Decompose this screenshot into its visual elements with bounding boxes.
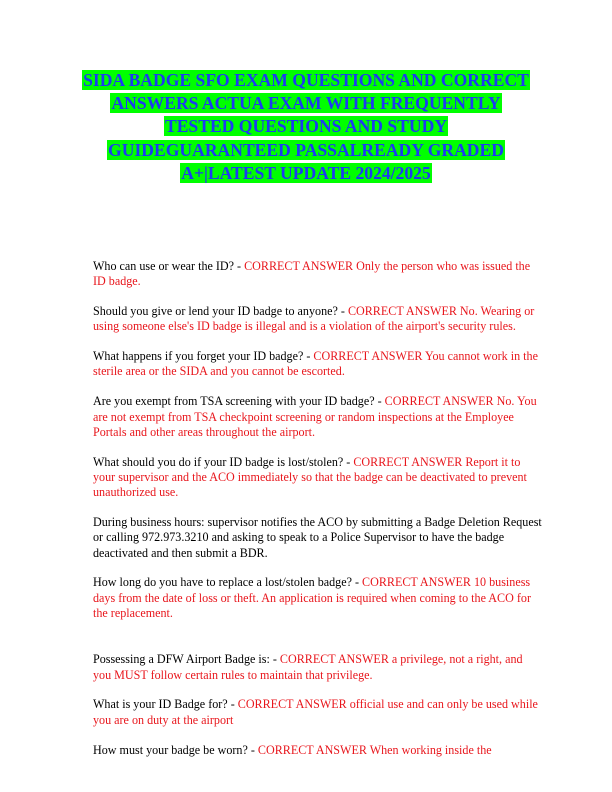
answer-text: CORRECT ANSWER 10 business days from the date of loss or theft. An application is required when coming to the ACO for the replacement. [93, 575, 531, 621]
answer-separator: - [343, 454, 354, 469]
question-text: What should you do if your ID badge is lost/stolen? [93, 454, 344, 469]
title-line-text: ANSWERS ACTUA EXAM WITH FREQUENTLY [111, 93, 501, 114]
answer-separator: - [374, 394, 385, 409]
question-text: What is your ID Badge for? [93, 697, 228, 712]
answer-text: CORRECT ANSWER a privilege, not a right, and you MUST follow certain rules to maintain that privilege. [93, 652, 523, 682]
title-line-text: TESTED QUESTIONS AND STUDY [164, 116, 448, 137]
qa-item [93, 652, 543, 683]
question-text: Possessing a DFW Airport Badge is: [93, 652, 270, 667]
question-text: Should you give or lend your ID badge to anyone? [93, 304, 338, 319]
title-line-text: GUIDEGUARANTEED PASSALREADY GRADED [108, 139, 504, 160]
title-line [58, 115, 554, 138]
answer-separator: - [303, 349, 314, 364]
qa-item [93, 349, 543, 380]
title-line [58, 69, 554, 92]
body-paragraph: During business hours: supervisor notifies the ACO by submitting a Badge Deletion Request or calling 972.973.3210 and asking to speak to a Police Supervisor to have the badge deactivated and then submit a BDR. [93, 515, 542, 560]
qa-item [93, 455, 543, 501]
question-text: Who can use or wear the ID? [93, 259, 235, 273]
title-line [58, 162, 554, 185]
document-title [58, 69, 554, 185]
answer-separator: - [234, 259, 245, 273]
qa-list [93, 259, 543, 772]
question-text: How long do you have to replace a lost/stolen badge? [93, 575, 352, 590]
answer-separator: - [351, 575, 363, 590]
answer-separator: - [247, 742, 258, 757]
answer-text: CORRECT ANSWER You cannot work in the sterile area or the SIDA and you cannot be escorted. [93, 349, 538, 379]
question-text: How must your badge be worn? [93, 742, 248, 757]
qa-item [93, 575, 543, 621]
qa-item [93, 394, 543, 440]
question-text: What happens if you forget your ID badge? [93, 349, 304, 364]
answer-text: CORRECT ANSWER Report it to your supervisor and the ACO immediately so that the badge can be deactivated to prevent unauthorized use. [93, 454, 527, 500]
answer-separator: - [337, 304, 348, 319]
answer-text: CORRECT ANSWER When working inside the [257, 742, 492, 757]
title-line [58, 139, 554, 162]
qa-item [93, 697, 543, 728]
qa-item [93, 259, 543, 290]
title-line-text: SIDA BADGE SFO EXAM QUESTIONS AND CORRECT [83, 70, 529, 90]
answer-separator: - [269, 652, 280, 667]
answer-text: CORRECT ANSWER official use and can only be used while you are on duty at the airport [93, 697, 538, 727]
title-line [58, 92, 554, 115]
answer-text: CORRECT ANSWER Only the person who was issued the ID badge. [93, 259, 531, 289]
question-text: Are you exempt from TSA screening with your ID badge? [93, 394, 375, 409]
qa-item [93, 304, 543, 335]
answer-text: CORRECT ANSWER No. You are not exempt from TSA checkpoint screening or random inspections at the Employee Portals and other areas throughout the airport. [93, 394, 537, 439]
title-line-text: A+|LATEST UPDATE 2024/2025 [181, 162, 431, 183]
answer-separator: - [227, 697, 238, 712]
answer-text: CORRECT ANSWER No. Wearing or using someone else's ID badge is illegal and is a violation of the airport's security rules. [93, 304, 535, 334]
qa-item [93, 743, 543, 758]
